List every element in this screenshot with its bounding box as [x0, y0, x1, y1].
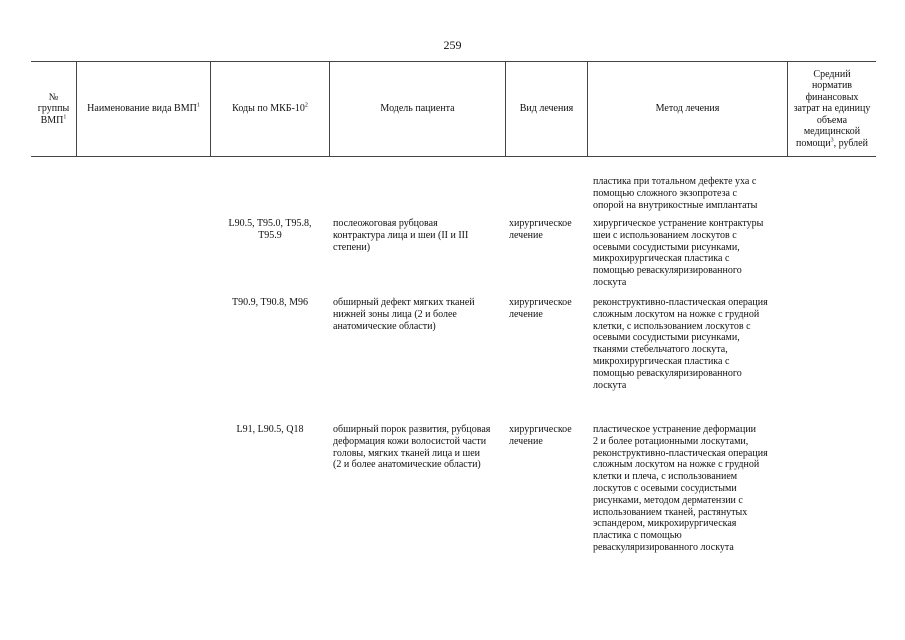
patient-model-cell: обширный порок развития, рубцовая деформация кожи волосистой части головы, мягких тканей лица и шеи (2 и более анатомические области) [333, 424, 491, 471]
treatment-type-cell: хирургическое лечение [509, 424, 572, 447]
method-cell: пластика при тотальном дефекте уха с помощью сложного экзопротеза с опорой на внутрикостные имплантаты [593, 176, 758, 211]
patient-model-cell: обширный дефект мягких тканей нижней зоны лица (2 и более анатомические области) [333, 297, 475, 332]
patient-model-cell: послеожоговая рубцовая контрактура лица и шеи (II и III степени) [333, 218, 469, 253]
header-patient-model: Модель пациента [380, 103, 455, 115]
page-number: 259 [443, 38, 462, 52]
icd-codes-cell: T90.9, T90.8, M96 [232, 297, 308, 308]
header-icd-codes: Коды по МКБ-$10^2$ [232, 102, 308, 115]
header-vmp-name: Наименование вида ВМП$^1$ [87, 102, 200, 115]
icd-codes-cell: L90.5, T95.0, T95.8, T95.9 [228, 218, 312, 241]
treatment-type-cell: хирургическое лечение [509, 218, 572, 241]
header-average-cost: Средний норматив финансовых затрат на единицу объема медицинской помощи$^3$, рублей [793, 68, 871, 149]
header-treatment-method: Метод лечения [655, 103, 720, 115]
header-group-number: № группы ВМП$^1$ [37, 91, 70, 126]
method-cell: пластическое устранение деформации 2 и более ротационными лоскутами, реконструктивно-пластическая операция сложным лоскутом на ножке с грудной клетки и плеча, с использованием лоскутов с осевыми сосудистыми рисунками, методом дерматензии с использованием тканей, растянутых эспандером, микрохирургическая пластика с помощью реваскуляризированного лоскута [593, 424, 768, 553]
header-treatment-type: Вид лечения [519, 103, 574, 115]
method-cell: реконструктивно-пластическая операция сложным лоскутом на ножке с грудной клетки, с использованием лоскутов с осевыми сосудистыми рисунками, тканями стебельчатого лоскута, микрохирургическая пластика с помощью реваскуляризированного лоскута [593, 297, 768, 391]
method-cell: хирургическое устранение контрактуры шеи с использованием лоскутов с осевыми сосудистыми рисунками, микрохирургическая пластика с помощью реваскуляризированного лоскута [593, 218, 764, 288]
treatment-type-cell: хирургическое лечение [509, 297, 572, 320]
icd-codes-cell: L91, L90.5, Q18 [236, 424, 304, 435]
